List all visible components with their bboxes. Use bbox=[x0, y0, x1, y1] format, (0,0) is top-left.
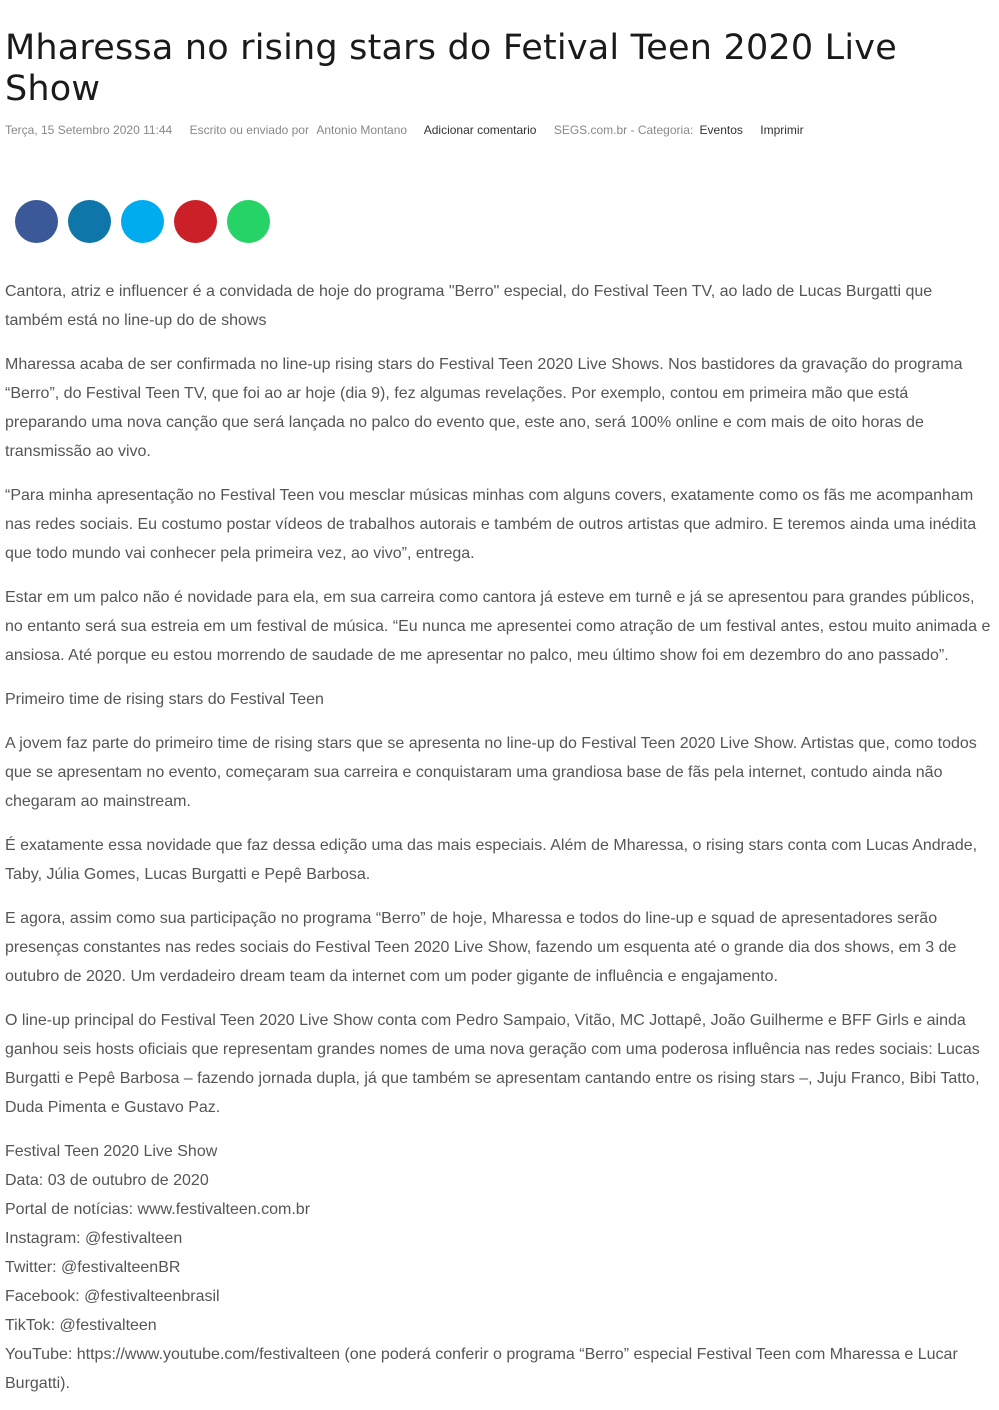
author-name: Antonio Montano bbox=[316, 123, 408, 137]
instagram-handle: Instagram: @festivalteen bbox=[5, 1230, 183, 1247]
article-meta bbox=[5, 122, 994, 138]
pinterest-share-icon[interactable] bbox=[174, 200, 217, 243]
youtube-channel: YouTube: https://www.youtube.com/festivalteen (one poderá conferir o programa “Berro” especial Festival Teen com Mharessa e Lucar Burgatti). bbox=[5, 1346, 958, 1392]
article-body bbox=[5, 277, 994, 1398]
facebook-share-icon[interactable] bbox=[15, 200, 58, 243]
category-label: SEGS.com.br - Categoria: bbox=[553, 123, 694, 137]
paragraph: Estar em um palco não é novidade para ela, em sua carreira como cantora já esteve em turnê e já se apresentou para grandes públicos, no entanto será sua estreia em um festival de música. “Eu nunca me apresentei como atração de um festival antes, estou muito animada e ansiosa. Até porque eu estou morrendo de saudade de me apresentar no palco, meu último show foi em dezembro do ano passado”. bbox=[5, 589, 991, 664]
event-info bbox=[5, 1137, 994, 1398]
paragraph: É exatamente essa novidade que faz dessa edição uma das mais especiais. Além de Mharessa, o rising stars conta com Lucas Andrade, Taby, Júlia Gomes, Lucas Burgatti e Pepê Barbosa. bbox=[5, 837, 978, 883]
category-link[interactable]: Eventos bbox=[699, 123, 743, 137]
linkedin-share-icon[interactable] bbox=[68, 200, 111, 243]
news-portal: Portal de notícias: www.festivalteen.com.br bbox=[5, 1201, 311, 1218]
add-comment-link[interactable]: Adicionar comentario bbox=[423, 123, 537, 137]
print-link[interactable]: Imprimir bbox=[760, 123, 804, 137]
paragraph: Mharessa acaba de ser confirmada no line-up rising stars do Festival Teen 2020 Live Shows. Nos bastidores da gravação do programa “Berro”, do Festival Teen TV, que foi ao ar hoje (dia 9), fez algumas revelações. Por exemplo, contou em primeira mão que está preparando uma nova canção que será lançada no palco do evento que, este ano, será 100% online e com mais de oito horas de transmissão ao vivo. bbox=[5, 356, 963, 460]
subheading: Primeiro time de rising stars do Festival Teen bbox=[5, 691, 324, 708]
share-buttons bbox=[15, 200, 994, 243]
twitter-share-icon[interactable] bbox=[121, 200, 164, 243]
publish-date: Terça, 15 Setembro 2020 11:44 bbox=[5, 123, 173, 137]
paragraph: Cantora, atriz e influencer é a convidada de hoje do programa "Berro" especial, do Festival Teen TV, ao lado de Lucas Burgatti que também está no line-up do de shows bbox=[5, 283, 933, 329]
event-date: Data: 03 de outubro de 2020 bbox=[5, 1172, 209, 1189]
tiktok-handle: TikTok: @festivalteen bbox=[5, 1317, 157, 1334]
paragraph: “Para minha apresentação no Festival Teen vou mesclar músicas minhas com alguns covers, exatamente como os fãs me acompanham nas redes sociais. Eu costumo postar vídeos de trabalhos autorais e também de outros artistas que admiro. E teremos ainda uma inédita que todo mundo vai conhecer pela primeira vez, ao vivo”, entrega. bbox=[5, 487, 977, 562]
article-title: Mharessa no rising stars do Fetival Teen 2020 Live Show bbox=[5, 28, 897, 109]
whatsapp-share-icon[interactable] bbox=[227, 200, 270, 243]
paragraph: A jovem faz parte do primeiro time de rising stars que se apresenta no line-up do Festival Teen 2020 Live Show. Artistas que, como todos que se apresentam no evento, começaram sua carreira e conquistaram uma grandiosa base de fãs pela internet, contudo ainda não chegaram ao mainstream. bbox=[5, 735, 977, 810]
facebook-handle: Facebook: @festivalteenbrasil bbox=[5, 1288, 220, 1305]
paragraph: E agora, assim como sua participação no programa “Berro” de hoje, Mharessa e todos do line-up e squad de apresentadores serão presenças constantes nas redes sociais do Festival Teen 2020 Live Show, fazendo um esquenta até o grande dia dos shows, em 3 de outubro de 2020. Um verdadeiro dream team da internet com um poder gigante de influência e engajamento. bbox=[5, 910, 957, 985]
twitter-handle: Twitter: @festivalteenBR bbox=[5, 1259, 181, 1276]
event-name: Festival Teen 2020 Live Show bbox=[5, 1143, 218, 1160]
written-by-label: Escrito ou enviado por bbox=[189, 123, 309, 137]
paragraph: O line-up principal do Festival Teen 2020 Live Show conta com Pedro Sampaio, Vitão, MC Jottapê, João Guilherme e BFF Girls e ainda ganhou seis hosts oficiais que representam grandes nomes de uma nova geração com uma poderosa influência nas redes sociais: Lucas Burgatti e Pepê Barbosa – fazendo jornada dupla, já que também se apresentam cantando entre os rising stars –, Juju Franco, Bibi Tatto, Duda Pimenta e Gustavo Paz. bbox=[5, 1012, 980, 1116]
